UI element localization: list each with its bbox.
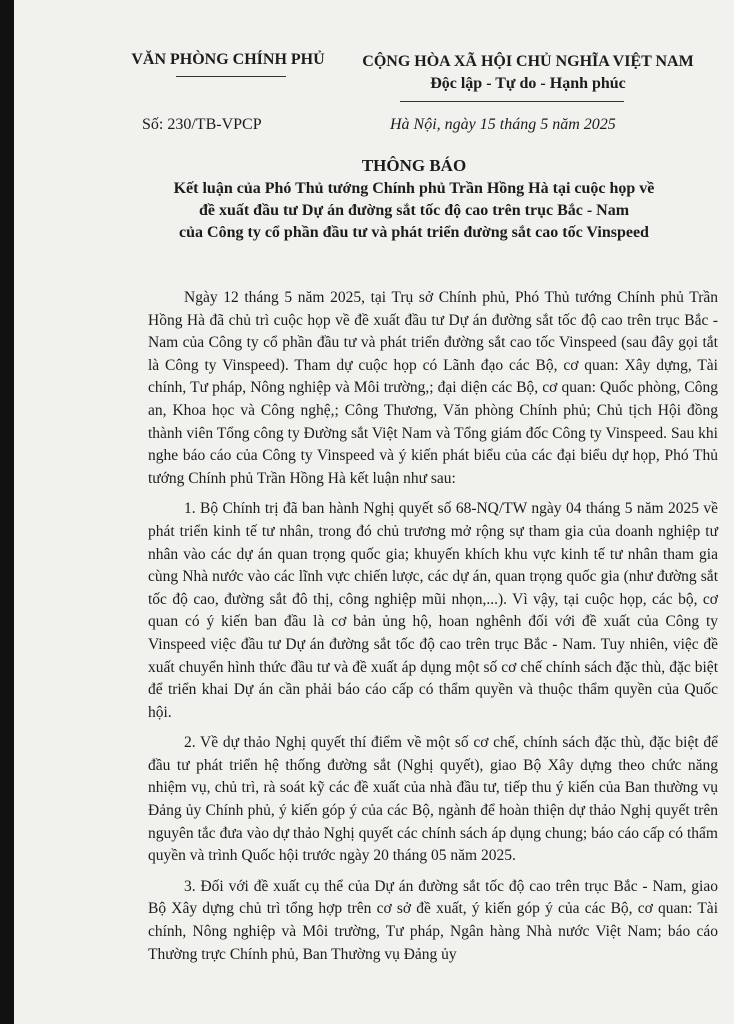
national-header — [342, 51, 714, 95]
document-number: Số: 230/TB-VPCP — [142, 116, 262, 133]
document-page — [14, 0, 734, 1024]
document-body — [148, 287, 718, 974]
document-title — [114, 154, 714, 244]
title-line-3: của Công ty cổ phần đầu tư và phát triển đường sắt cao tốc Vinspeed — [179, 224, 649, 241]
country-name: CỘNG HÒA XÃ HỘI CHỦ NGHĨA VIỆT NAM — [362, 53, 694, 70]
issuing-agency: VĂN PHÒNG CHÍNH PHỦ — [131, 51, 325, 68]
title-line-2: đề xuất đầu tư Dự án đường sắt tốc độ cao trên trục Bắc - Nam — [198, 202, 630, 219]
motto-underline — [400, 101, 624, 102]
motto: Độc lập - Tự do - Hạnh phúc — [430, 75, 626, 92]
place-date: Hà Nội, ngày 15 tháng 5 năm 2025 — [390, 116, 616, 133]
intro-paragraph: Ngày 12 tháng 5 năm 2025, tại Trụ sở Chính phủ, Phó Thủ tướng Chính phủ Trần Hồng Hà đã chủ trì cuộc họp về đề xuất đầu tư Dự án đường sắt tốc độ cao trên trục Bắc - Nam của Công ty cổ phần đầu tư và phát triển đường sắt cao tốc Vinspeed (sau đây gọi tắt là Công ty Vinspeed). Tham dự cuộc họp có Lãnh đạo các Bộ, cơ quan: Xây dựng, Tài chính, Tư pháp, Nông nghiệp và Môi trường,; đại diện các Bộ, cơ quan: Quốc phòng, Công an, Khoa học và Công nghệ,; Công Thương, Văn phòng Chính phủ; Chủ tịch Hội đồng thành viên Tổng công ty Đường sắt Việt Nam và Tổng giám đốc Công ty Vinspeed. Sau khi nghe báo cáo của Công ty Vinspeed và ý kiến phát biểu của các đại biểu dự họp, Phó Thủ tướng Chính phủ Trần Hồng Hà kết luận như sau: — [148, 289, 718, 487]
paragraph-3: 3. Đối với đề xuất cụ thể của Dự án đường sắt tốc độ cao trên trục Bắc - Nam, giao Bộ Xây dựng chủ trì tổng hợp trên cơ sở đề xuất, ý kiến góp ý của các Bộ, cơ quan: Tài chính, Nông nghiệp và Môi trường, Tư pháp, Ngân hàng Nhà nước Việt Nam; báo cáo Thường trực Chính phủ, Ban Thường vụ Đảng ủy — [148, 877, 718, 963]
document-type: THÔNG BÁO — [361, 156, 467, 175]
title-line-1: Kết luận của Phó Thủ tướng Chính phủ Trần Hồng Hà tại cuộc họp về — [173, 180, 655, 197]
agency-underline — [176, 76, 286, 77]
paragraph-2: 2. Về dự thảo Nghị quyết thí điểm về một số cơ chế, chính sách đặc thù, đặc biệt để đầu tư phát triển hệ thống đường sắt (Nghị quyết), giao Bộ Xây dựng theo chức năng nhiệm vụ, chủ trì, rà soát kỹ các đề xuất của nhà đầu tư, tiếp thu ý kiến của Ban thường vụ Đảng ủy Chính phủ, ý kiến góp ý của các Bộ, ngành để hoàn thiện dự thảo Nghị quyết trên nguyên tắc đưa vào dự thảo Nghị quyết các chính sách áp dụng chung; báo cáo cấp có thẩm quyền và trình Quốc hội trước ngày 20 tháng 05 năm 2025. — [148, 734, 718, 865]
paragraph-1: 1. Bộ Chính trị đã ban hành Nghị quyết số 68-NQ/TW ngày 04 tháng 5 năm 2025 về phát triển kinh tế tư nhân, trong đó chủ trương mở rộng sự tham gia của doanh nghiệp tư nhân vào các dự án quan trọng quốc gia; khuyến khích khu vực kinh tế tư nhân tham gia cùng Nhà nước vào các lĩnh vực chiến lược, các dự án, quan trọng quốc gia (như đường sắt tốc độ cao, đường sắt đô thị, công nghiệp mũi nhọn,...). Vì vậy, tại cuộc họp, các bộ, cơ quan có ý kiến ban đầu là cơ bản ủng hộ, hoan nghênh đối với đề xuất của Công ty Vinspeed việc đầu tư Dự án đường sắt tốc độ cao trên trục Bắc - Nam. Tuy nhiên, việc đề xuất chuyển hình thức đầu tư và đề xuất áp dụng một số cơ chế chính sách đặc thù, đặc biệt để triển khai Dự án cần phải báo cáo cấp có thẩm quyền và thuộc thẩm quyền của Quốc hội. — [148, 500, 718, 721]
